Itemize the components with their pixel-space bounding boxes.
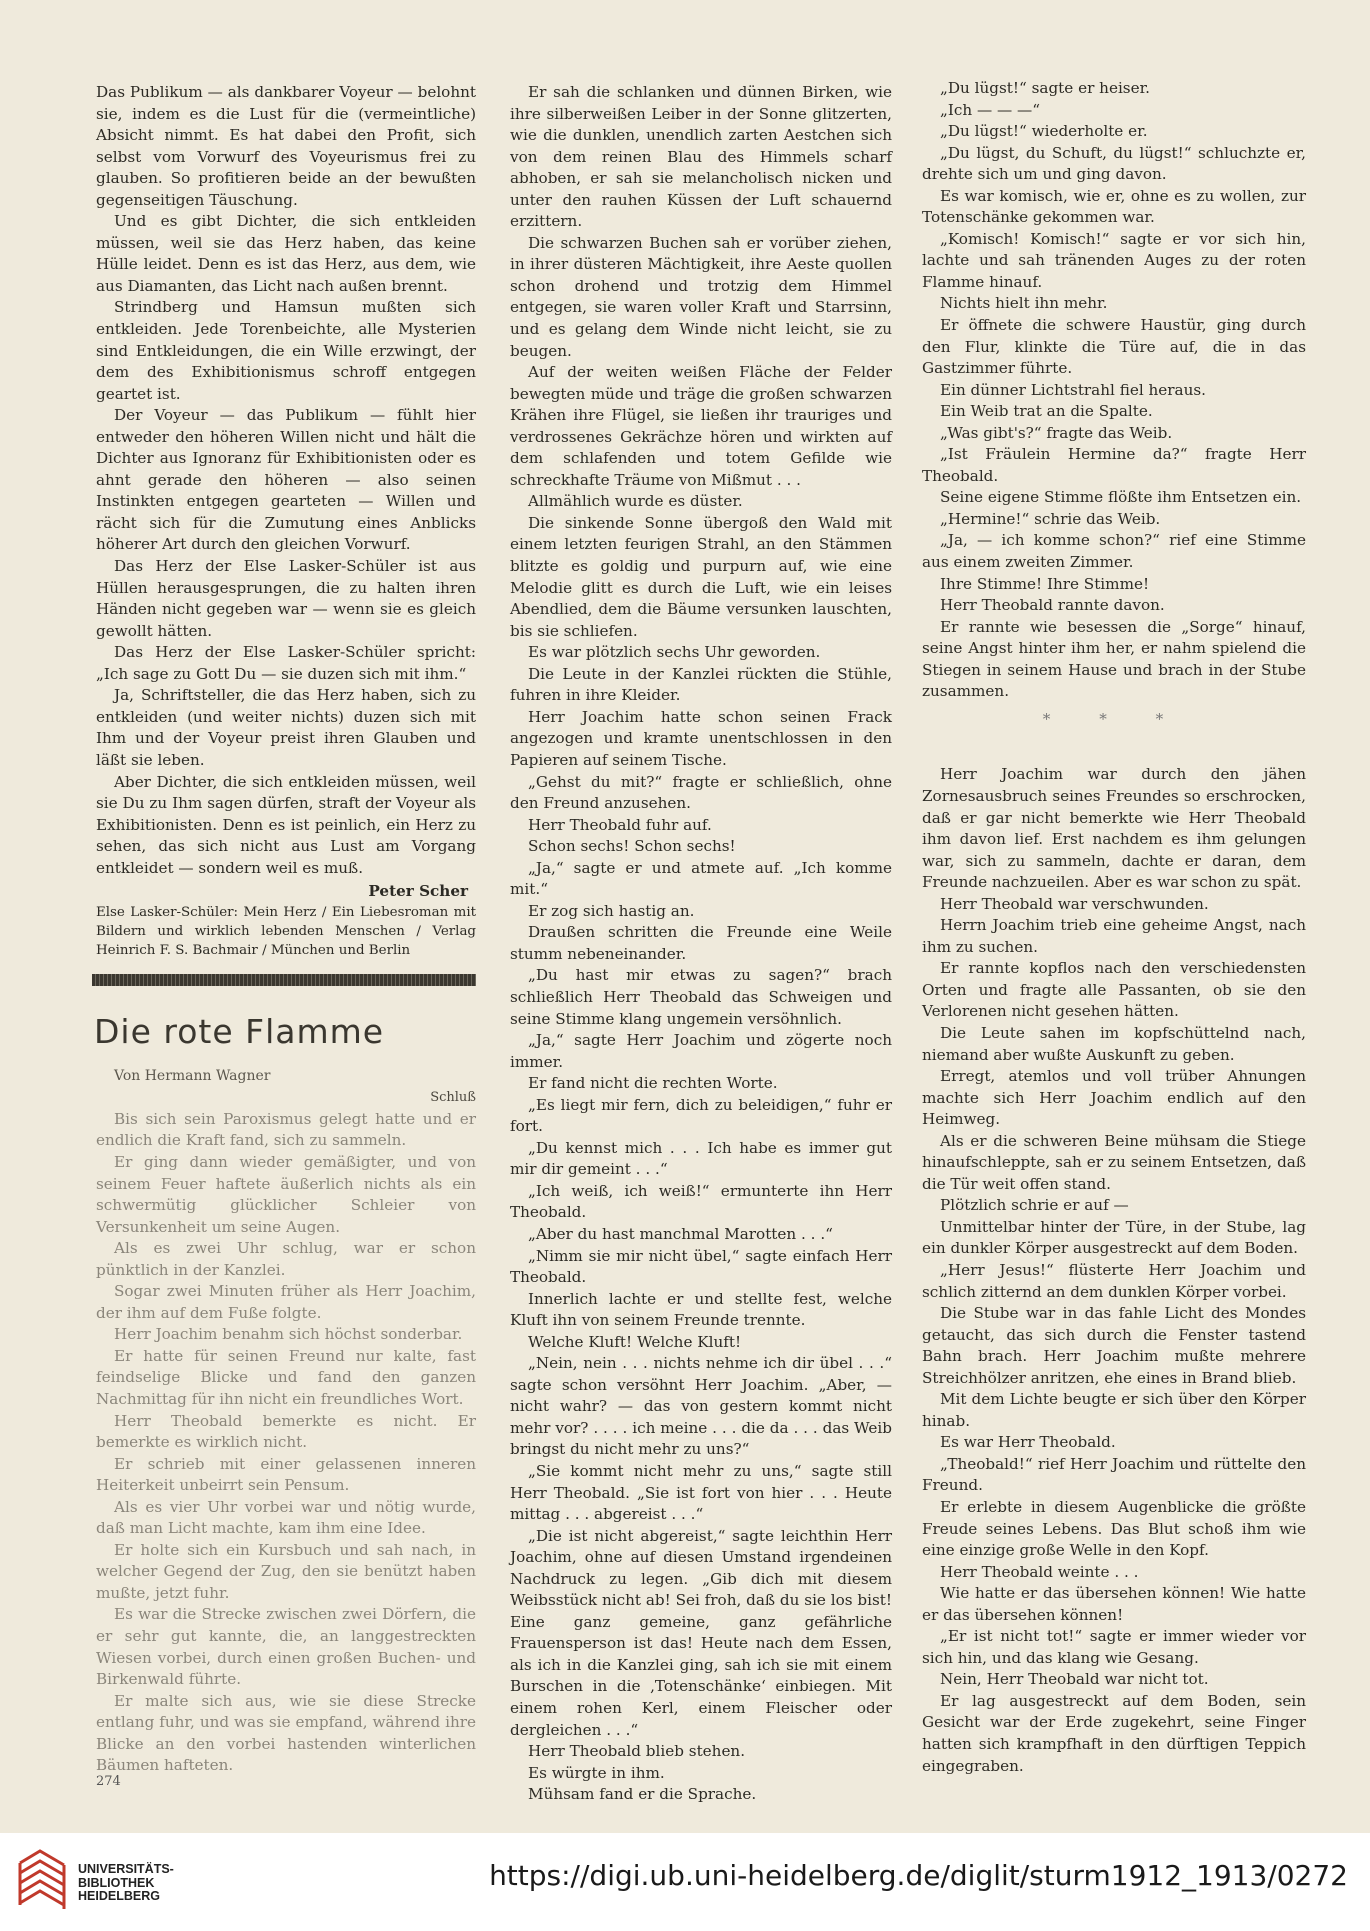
paragraph: Aber Dichter, die sich entkleiden müssen, weil sie Du zu Ihm sagen dürfen, straft der Voyeur als Exhibitionisten. Denn es ist peinlich, ein Herz zu sehen, das sich nicht aus Lust am Vorgang entkleidet — sondern weil es muß. — [96, 772, 476, 877]
library-name-line: BIBLIOTHEK — [78, 1875, 155, 1890]
paragraph: „Du kennst mich . . . Ich habe es immer gut mir dir gemeint . . .“ — [510, 1138, 892, 1179]
paragraph: „Herr Jesus!“ flüsterte Herr Joachim und schlich zitternd an dem dunklen Körper vorbei. — [922, 1260, 1306, 1301]
paragraph: „Nimm sie mir nicht übel,“ sagte einfach Herr Theobald. — [510, 1246, 892, 1287]
story-byline: Von Hermann Wagner — [114, 1067, 271, 1084]
paragraph: „Nein, nein . . . nichts nehme ich dir übel . . .“ sagte schon versöhnt Herr Joachim. „Aber, — nicht wahr? — das von gestern kommt nicht mehr vor? . . . . ich meine . . . die da . . . das Weib bringst du nicht mehr zu uns?“ — [510, 1354, 892, 1459]
paragraph: Es war die Strecke zwischen zwei Dörfern, die er sehr gut kannte, die, an langgestreckten Wiesen vorbei, durch einen großen Buchen- und Birkenwald führte. — [96, 1605, 476, 1689]
paragraph: „Die ist nicht abgereist,“ sagte leichthin Herr Joachim, ohne auf diesen Umstand irgendeinen Nachdruck zu legen. „Gib dich mit diesem Weibsstück nicht ab! Sei froh, daß du sie los bist! Eine ganz gemeine, ganz gefährliche Frauensperson ist das! Heute nach dem Essen, als ich in die Kanzlei ging, sah ich sie mit einem Burschen in die ‚Totenschänke‘ einbiegen. Mit einem rohen Kerl, einem Fleischer oder dergleichen . . .“ — [510, 1526, 892, 1739]
library-name — [78, 1863, 174, 1904]
book-reference: Else Lasker-Schüler: Mein Herz / Ein Liebesroman mit Bildern und wirklich lebenden Menschen / Verlag Heinrich F. S. Bachmair / München und Berlin — [96, 904, 476, 958]
paragraph: „Du lügst!“ sagte er heiser. — [940, 79, 1150, 97]
essay-paragraphs — [96, 82, 476, 879]
paragraph: Draußen schritten die Freunde eine Weile stumm nebeneinander. — [510, 923, 892, 963]
paragraph: Bis sich sein Paroxismus gelegt hatte und er endlich die Kraft fand, sich zu sammeln. — [96, 1109, 476, 1150]
paragraph: Er rannte wie besessen die „Sorge“ hinauf, seine Angst hinter ihm her, er nahm spielend die Stiegen in seinem Hause und brach in der Stube zusammen. — [922, 617, 1306, 701]
paragraph: „Du lügst, du Schuft, du lügst!“ schluchzte er, drehte sich um und ging davon. — [922, 143, 1306, 184]
paragraph: Herr Theobald fuhr auf. — [528, 815, 712, 834]
paragraph: Er malte sich aus, wie sie diese Strecke entlang fuhr, und was sie empfand, während ihre Blicke an den vorbei hastenden winterlichen Bäumen hafteten. — [96, 1691, 476, 1775]
section-divider — [92, 974, 476, 986]
paragraph: „Komisch! Komisch!“ sagte er vor sich hin, lachte und sah tränenden Auges zu der roten Flamme hinauf. — [922, 229, 1306, 291]
story-conclusion-label: Schluß — [430, 1090, 476, 1106]
paragraph: Das Publikum — als dankbarer Voyeur — belohnt sie, indem es die Lust für die (vermeintliche) Absicht nimmt. Es hat dabei den Profit, sich selbst vom Vorwurf des Voyeurismus frei zu glauben. So profitieren beide an der bewußten gegenseitigen Täuschung. — [96, 83, 476, 209]
paragraph: Das Herz der Else Lasker-Schüler ist aus Hüllen herausgesprungen, die zu halten ihren Händen nicht gegeben war — wenn sie es gleich gewollt hätten. — [96, 557, 476, 640]
column-3 — [922, 78, 1306, 1778]
paragraph: „Sie kommt nicht mehr zu uns,“ sagte still Herr Theobald. „Sie ist fort von hier . . . Heute mittag . . . abgereist . . .“ — [510, 1462, 892, 1524]
paragraph: Schon sechs! Schon sechs! — [528, 837, 736, 856]
paragraph: Sogar zwei Minuten früher als Herr Joachim, der ihm auf dem Fuße folgte. — [96, 1282, 476, 1322]
paragraph: Die Leute in der Kanzlei rückten die Stühle, fuhren in ihre Kleider. — [510, 664, 892, 705]
paragraph: „Er ist nicht tot!“ sagte er immer wieder vor sich hin, und das klang wie Gesang. — [922, 1627, 1306, 1667]
paragraph: Plötzlich schrie er auf — — [940, 1196, 1129, 1215]
paragraph: Es würgte in ihm. — [528, 1763, 665, 1782]
story-paragraphs — [96, 1109, 476, 1777]
paragraph: Herr Joachim hatte schon seinen Frack angezogen und kramte unentschlossen in den Papieren auf seinem Tische. — [510, 707, 892, 769]
paragraph: Die Stube war in das fahle Licht des Mondes getaucht, das sich durch die Fenster tastend Bahn brach. Herr Joachim mußte mehrere Streichhölzer anritzen, ehe eines in Brand blieb. — [922, 1304, 1306, 1387]
paragraph: Mühsam fand er die Sprache. — [528, 1785, 757, 1804]
paragraph: „Ja,“ sagte Herr Joachim und zögerte noch immer. — [510, 1031, 892, 1071]
paragraph: „Aber du hast manchmal Marotten . . .“ — [528, 1224, 833, 1243]
paragraph: „Du hast mir etwas zu sagen?“ brach schließlich Herr Theobald das Schweigen und seine Stimme klang ungemein versöhnlich. — [510, 966, 892, 1028]
paragraph: „Ich — — —“ — [940, 100, 1040, 119]
paragraph: Die sinkende Sonne übergoß den Wald mit einem letzten feurigen Strahl, an den Stämmen blitzte es goldig und purpurn auf, wie eine Melodie glitt es durch die Luft, wie ein leises Abendlied, dem die Bäume versunken lauschten, bis sie schliefen. — [510, 513, 892, 640]
paragraph: Er rannte kopflos nach den verschiedensten Orten und fragte alle Passanten, ob sie den Verlorenen nicht gesehen hätten. — [922, 959, 1306, 1021]
column-2 — [510, 82, 892, 1804]
paragraph: „Theobald!“ rief Herr Joachim und rüttelte den Freund. — [922, 1454, 1306, 1495]
paragraph: Herr Theobald bemerkte es nicht. Er bemerkte es wirklich nicht. — [96, 1411, 476, 1452]
paragraph: „Was gibt's?“ fragte das Weib. — [940, 423, 1173, 442]
paragraph: „Hermine!“ schrie das Weib. — [940, 509, 1161, 528]
paragraph: Herrn Joachim trieb eine geheime Angst, nach ihm zu suchen. — [922, 916, 1306, 956]
paragraph: „Ja, — ich komme schon?“ rief eine Stimme aus einem zweiten Zimmer. — [922, 531, 1306, 572]
story-title: Die rote Flamme — [94, 1011, 385, 1051]
viewer-footer — [0, 1833, 1370, 1931]
paragraph: Ein dünner Lichtstrahl fiel heraus. — [940, 380, 1206, 399]
page-number: 274 — [96, 1774, 121, 1789]
paragraph: Die schwarzen Buchen sah er vorüber ziehen, in ihrer düsteren Mächtigkeit, ihre Aeste quollen schon drohend und trotzig dem Himmel entgegen, sie waren voller Kraft und Starrsinn, und es gelang dem Winde nicht leicht, sie zu beugen. — [510, 233, 892, 360]
paragraph: „Ich weiß, ich weiß!“ ermunterte ihn Herr Theobald. — [510, 1181, 892, 1222]
paragraph: „Du lügst!“ wiederholte er. — [940, 122, 1148, 141]
paragraph: Auf der weiten weißen Fläche der Felder bewegten müde und träge die großen schwarzen Krähen ihre Flügel, sie ließen ihr trauriges und verdrossenes Gekrächze hören und wirkten auf dem schlafenden und totem Gefilde wie schreckhafte Träume von Mißmut . . . — [510, 363, 892, 489]
paragraph: Es war komisch, wie er, ohne es zu wollen, zur Totenschänke gekommen war. — [922, 186, 1306, 227]
paragraph: Er hatte für seinen Freund nur kalte, fast feindselige Blicke und fand den ganzen Nachmittag für ihn nicht ein freundliches Wort. — [96, 1346, 476, 1408]
paragraph: Er öffnete die schwere Haustür, ging durch den Flur, klinkte die Türe auf, die in das Gastzimmer führte. — [922, 316, 1306, 378]
paragraph: Unmittelbar hinter der Türe, in der Stube, lag ein dunkler Körper ausgestreckt auf dem Boden. — [922, 1217, 1306, 1258]
paragraph: Herr Joachim war durch den jähen Zornesausbruch seines Freundes so erschrocken, daß er gar nicht bemerkte wie Herr Theobald ihm davon lief. Erst nachdem es ihm gelungen war, sich zu sammeln, dachte er daran, dem Freunde nachzueilen. Aber es war schon zu spät. — [922, 765, 1306, 892]
paragraph: „Ja,“ sagte er und atmete auf. „Ich komme mit.“ — [510, 858, 892, 899]
column-1 — [96, 82, 476, 1782]
paragraph: „Ist Fräulein Hermine da?“ fragte Herr Theobald. — [922, 445, 1306, 485]
paragraph: Allmählich wurde es düster. — [528, 492, 743, 511]
paragraph: Als es vier Uhr vorbei war und nötig wurde, daß man Licht machte, kam ihm eine Idee. — [96, 1497, 476, 1538]
paragraph: Wie hatte er das übersehen können! Wie hatte er das übersehen können! — [922, 1584, 1306, 1624]
paragraph: Innerlich lachte er und stellte fest, welche Kluft ihn von seinem Freunde trennte. — [510, 1289, 892, 1330]
paragraph: Erregt, atemlos und voll trüber Ahnungen machte sich Herr Joachim endlich auf den Heimweg. — [922, 1067, 1306, 1129]
paragraph: Der Voyeur — das Publikum — fühlt hier entweder den höheren Willen nicht und hält die Dichter aus Ignoranz für Exhibitionisten oder es ahnt gerade den höheren — also seinen Instinkten entgegen gearteten — Willen und rächt sich für die Zumutung eines Anblicks höherer Art durch den gleichen Vorwurf. — [96, 406, 476, 554]
paragraph: „Es liegt mir fern, dich zu beleidigen,“ fuhr er fort. — [510, 1095, 892, 1136]
paragraph: Er schrieb mit einer gelassenen inneren Heiterkeit unbeirrt sein Pensum. — [96, 1454, 476, 1495]
paragraph: Herr Theobald blieb stehen. — [528, 1742, 746, 1761]
paragraph: Mit dem Lichte beugte er sich über den Körper hinab. — [922, 1390, 1306, 1430]
paragraph: Es war Herr Theobald. — [940, 1433, 1116, 1452]
paragraph: Strindberg und Hamsun mußten sich entkleiden. Jede Torenbeichte, alle Mysterien sind Entkleidungen, die ein Wille erzwingt, der dem des Exhibitionismus schroff entgegen geartet ist. — [96, 298, 476, 403]
paragraph: Er lag ausgestreckt auf dem Boden, sein Gesicht war der Erde zugekehrt, seine Finger hatten sich krampfhaft in den dürftigen Teppich eingegraben. — [922, 1691, 1306, 1775]
library-name-line: HEIDELBERG — [78, 1889, 160, 1903]
paragraph: Das Herz der Else Lasker-Schüler spricht: „Ich sage zu Gott Du — sie duzen sich mit ihm.“ — [96, 643, 476, 683]
paragraph: Ja, Schriftsteller, die das Herz haben, sich zu entkleiden (und weiter nichts) duzen sich mit Ihm und der Voyeur preist ihren Glauben und läßt sie leben. — [96, 686, 476, 769]
university-library-logo-icon[interactable] — [12, 1843, 72, 1921]
paragraph: Nein, Herr Theobald war nicht tot. — [940, 1670, 1209, 1689]
paragraph: Herr Theobald rannte davon. — [940, 596, 1165, 615]
section-break-stars: * * * — [1042, 709, 1186, 728]
paragraph: Er erlebte in diesem Augenblicke die größte Freude seines Lebens. Das Blut schoß ihm wie eine einzige große Welle in den Kopf. — [922, 1498, 1306, 1560]
paragraph: Ihre Stimme! Ihre Stimme! — [940, 574, 1150, 593]
paragraph: Herr Theobald weinte . . . — [940, 1562, 1139, 1581]
paragraph: Ein Weib trat an die Spalte. — [940, 402, 1153, 421]
paragraph: Es war plötzlich sechs Uhr geworden. — [528, 643, 821, 662]
paragraph: Seine eigene Stimme flößte ihm Entsetzen ein. — [940, 488, 1302, 507]
library-name-line: UNIVERSITÄTS- — [78, 1862, 174, 1876]
paragraph: Er fand nicht die rechten Worte. — [528, 1074, 778, 1093]
paragraph: Herr Joachim benahm sich höchst sonderbar. — [114, 1325, 463, 1344]
paragraph: Er holte sich ein Kursbuch und sah nach, in welcher Gegend der Zug, den sie benützt haben mußte, jetzt fuhr. — [96, 1540, 476, 1602]
paragraph: Als er die schweren Beine mühsam die Stiege hinaufschleppte, sah er zu seinem Entsetzen, daß die Tür weit offen stand. — [922, 1131, 1306, 1193]
paragraph: Welche Kluft! Welche Kluft! — [528, 1332, 742, 1351]
paragraph: Als es zwei Uhr schlug, war er schon pünktlich in der Kanzlei. — [96, 1239, 476, 1279]
paragraph: Er sah die schlanken und dünnen Birken, wie ihre silberweißen Leiber in der Sonne glitzerten, wie die dunklen, unendlich zarten Aestchen sich von dem reinen Blau des Himmels scharf abhoben, er sah sie melancholisch nicken und unter den rauhen Küssen der Luft schauernd erzittern. — [510, 83, 892, 231]
essay-author: Peter Scher — [368, 882, 468, 901]
paragraph: „Gehst du mit?“ fragte er schließlich, ohne den Freund anzusehen. — [510, 772, 892, 813]
paragraph: Er ging dann wieder gemäßigter, und von seinem Feuer haftete äußerlich nichts als ein schwermütig glücklicher Schleier von Versunkenheit um seine Augen. — [96, 1152, 476, 1236]
paragraph: Und es gibt Dichter, die sich entkleiden müssen, weil sie das Herz haben, das keine Hülle leidet. Denn es ist das Herz, aus dem, wie aus Diamanten, das Licht nach außen brennt. — [96, 212, 476, 295]
paragraph: Nichts hielt ihn mehr. — [940, 294, 1108, 313]
document-url-link[interactable]: https://digi.ub.uni-heidelberg.de/diglit/sturm1912_1913/0272 — [489, 1859, 1348, 1892]
paragraph: Er zog sich hastig an. — [528, 901, 695, 920]
paragraph: Die Leute sahen im kopfschüttelnd nach, niemand aber wußte Auskunft zu geben. — [922, 1023, 1306, 1064]
paragraph: Herr Theobald war verschwunden. — [940, 894, 1209, 913]
